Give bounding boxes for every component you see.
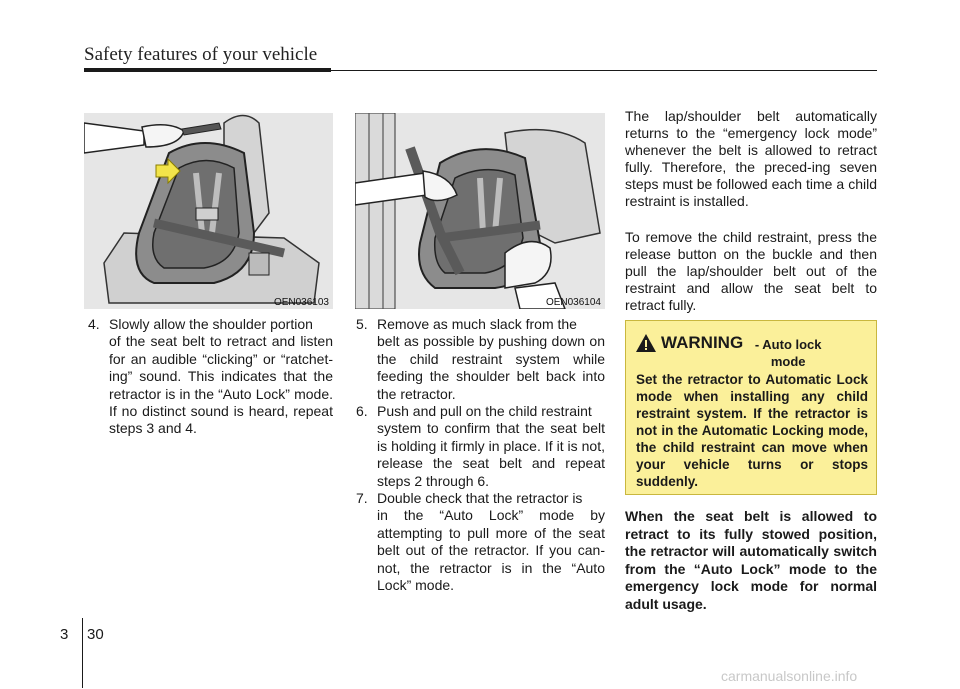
header-rule-thin — [331, 70, 877, 71]
child-seat-illustration-1 — [84, 113, 333, 309]
figure-code: OEN036104 — [545, 297, 601, 308]
step-6 — [356, 403, 605, 490]
section-number: 3 — [60, 626, 69, 643]
step-continuation: belt as possible by pushing down on the child restraint system while feeding the shoulder belt back into the retractor. — [377, 333, 605, 402]
step-number: 5. — [356, 316, 368, 332]
header-rule-thick — [84, 68, 331, 72]
step-first-line — [356, 316, 605, 333]
step-text: Slowly allow the shoulder portion — [109, 316, 313, 332]
warning-box — [625, 320, 877, 495]
figure-code: OEN036103 — [273, 297, 329, 308]
step-5 — [356, 316, 605, 403]
step-continuation: system to confirm that the seat belt is holding it firmly in place. If it is not, release the seat belt and repeat steps 2 through 6. — [377, 420, 605, 489]
step-continuation: in the “Auto Lock” mode by attempting to pull more of the seat belt out of the retractor. If you can-not, the retractor is in the “Auto Lock” mode. — [377, 507, 605, 594]
warning-header — [635, 333, 829, 370]
page-header-title: Safety features of your vehicle — [84, 44, 318, 65]
watermark: carmanualsonline.info — [721, 668, 858, 684]
child-seat-illustration-2 — [355, 113, 605, 309]
figure-seat-belt-retract — [84, 113, 333, 309]
step-first-line — [88, 316, 333, 333]
step-text: Remove as much slack from the — [377, 316, 577, 332]
page-number: 30 — [87, 626, 104, 643]
figure-remove-slack — [355, 113, 605, 309]
warning-body: Set the retractor to Automatic Lock mode when installing any child restraint system. If the retractor is not in the Automatic Locking mode, the child restraint can move when your vehicle turns or stops suddenly. — [636, 372, 868, 489]
warning-triangle-icon — [635, 333, 657, 353]
paragraph-remove-restraint: To remove the child restraint, press the release button on the buckle and then pull the lap/shoulder belt out of the restraint and allow the seat belt to retract fully. — [625, 229, 877, 313]
step-number: 7. — [356, 490, 368, 506]
step-4 — [88, 316, 333, 438]
step-number: 6. — [356, 403, 368, 419]
footer-rule — [82, 618, 83, 688]
warning-title: WARNING — [661, 333, 744, 352]
step-first-line — [356, 490, 605, 507]
step-text: Double check that the retractor is — [377, 490, 583, 506]
step-number: 4. — [88, 316, 100, 332]
step-text: Push and pull on the child restraint — [377, 403, 592, 419]
warning-subtitle: - Auto lock mode — [754, 337, 822, 369]
paragraph-emergency-lock: The lap/shoulder belt automatically returns to the “emergency lock mode” whenever the belt is allowed to retract fully. Therefore, the preced-ing seven steps must be followed each time a child restraint is installed. — [625, 108, 877, 209]
step-continuation: of the seat belt to retract and listen for an audible “clicking” or “ratchet-ing” sound. This indicates that the retractor is in the “Auto Lock” mode. If no distinct sound is heard, repeat steps 3 and 4. — [109, 333, 333, 437]
step-first-line — [356, 403, 605, 420]
paragraph-fully-stowed: When the seat belt is allowed to retract to its fully stowed position, the retractor will automatically switch from the “Auto Lock” mode to the emergency lock mode for normal adult usage. — [625, 508, 877, 612]
step-7 — [356, 490, 605, 594]
